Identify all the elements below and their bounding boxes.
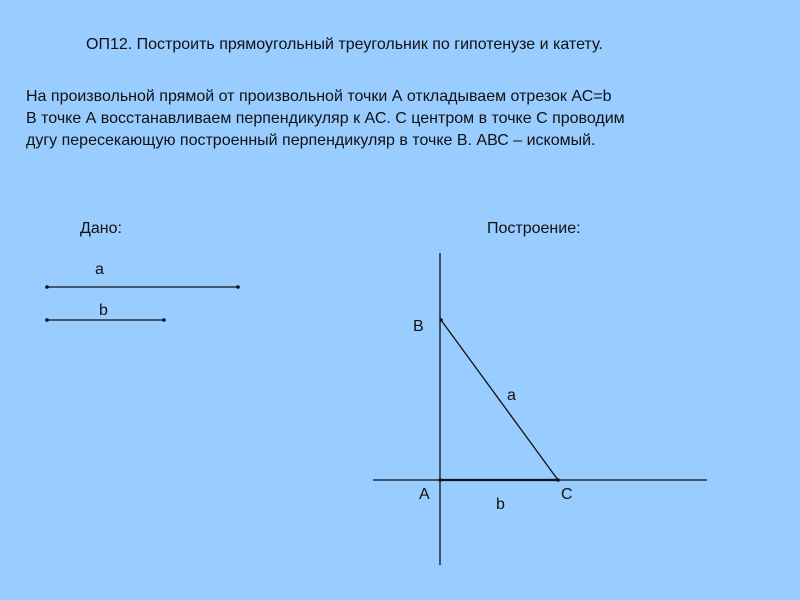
segment-b-label: b [99, 302, 108, 319]
given-segment-b-end-point [162, 318, 166, 322]
given-heading: Дано: [80, 220, 122, 237]
point-b-label: В [413, 318, 424, 335]
point-b [439, 318, 443, 322]
given-segment-b-start-point [45, 318, 49, 322]
point-a-label: А [419, 486, 430, 503]
given-segment-a-end-point [236, 285, 240, 289]
point-c-label: С [561, 486, 573, 503]
description-line-2: В точке А восстанавливаем перпендикуляр к АС. С центром в точке С проводим [26, 110, 625, 127]
page-title: ОП12. Построить прямоугольный треугольник по гипотенузе и катету. [86, 36, 603, 53]
point-c [556, 478, 560, 482]
hypotenuse-a-label: a [507, 387, 516, 404]
point-a [438, 478, 442, 482]
leg-b-label: b [496, 496, 505, 513]
description-line-3: дугу пересекающую построенный перпендикуляр в точке В. АВС – искомый. [26, 132, 596, 149]
construction-heading: Построение: [487, 220, 581, 237]
hypotenuse-bc [441, 320, 558, 480]
description-line-1: На произвольной прямой от произвольной точки А откладываем отрезок АС=b [26, 88, 612, 105]
segment-a-label: a [95, 261, 104, 278]
given-segment-a-start-point [45, 285, 49, 289]
